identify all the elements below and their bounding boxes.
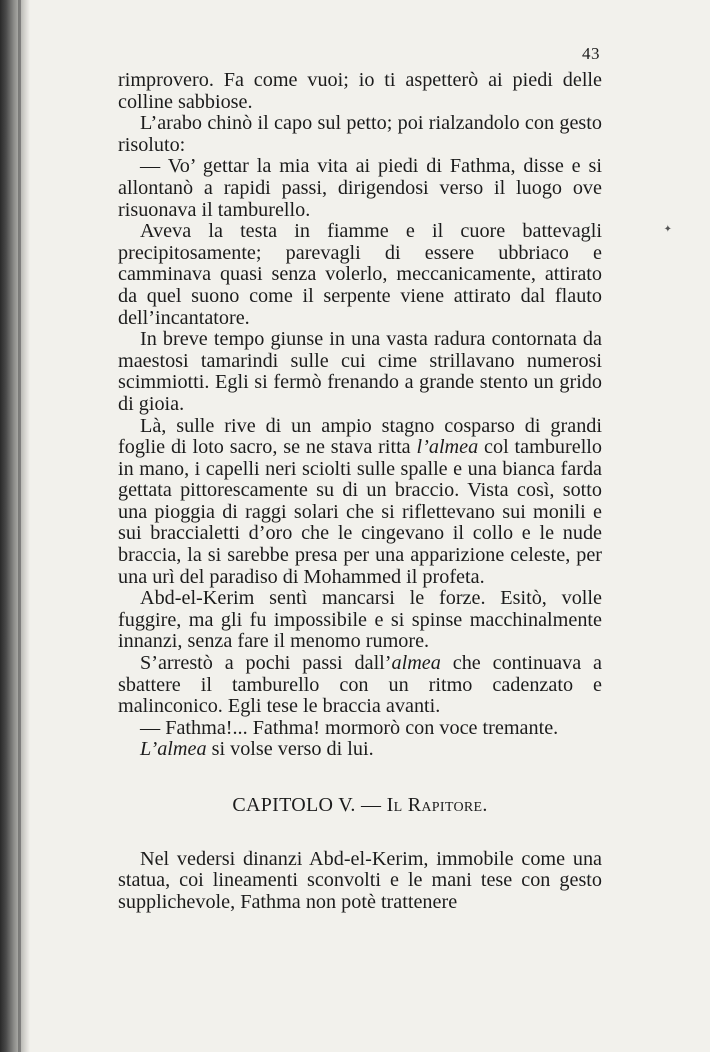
chapter-separator: — <box>361 794 382 816</box>
paragraph-dialogue: — Fathma!... Fathma! mormorò con voce tremante. <box>140 716 559 739</box>
binding-line <box>18 0 21 1052</box>
italic-almea: almea <box>391 652 441 675</box>
paragraph-dialogue: — Vo’ gettar la mia vita ai piedi di Fathma, disse e si allontanò a rapidi passi, dirigendosi verso il luogo ove risuonava il tamburello. <box>118 155 602 221</box>
paragraph: In breve tempo giunse in una vasta radura contornata da maestosi tamarindi sulle cui cime strillavano numerosi scimmiotti. Egli si fermò frenando a grande stento un grido di gioia. <box>118 328 602 415</box>
paragraph-text: si volse verso di lui. <box>211 738 374 761</box>
paragraph <box>118 653 602 718</box>
chapter-title-initial: I <box>386 794 394 816</box>
paragraph: Aveva la testa in fiamme e il cuore battevagli precipitosamente; parevagli di essere ubbriaco e camminava quasi senza volerlo, meccanicamente, attirato da quel suono come il serpente viene attirato dal flauto dell’incantatore. <box>118 220 602 329</box>
paragraph-continuation: rimprovero. Fa come vuoi; io ti aspetterò ai piedi delle colline sabbiose. <box>118 69 602 113</box>
chapter-heading <box>118 795 602 817</box>
paragraph-text: S’arrestò a pochi passi dall’ <box>140 652 392 675</box>
chapter-title: l Rapitore. <box>393 794 488 816</box>
page-text <box>118 70 602 913</box>
paragraph <box>118 416 602 589</box>
paragraph: L’arabo chinò il capo sul petto; poi rialzandolo con gesto risoluto: <box>118 112 602 156</box>
paragraph: Abd-el-Kerim sentì mancarsi le forze. Esitò, volle fuggire, ma gli fu impossibile e si spinse macchinalmente innanzi, senza fare il menomo rumore. <box>118 587 602 653</box>
italic-almea: l’almea <box>416 436 479 459</box>
chapter-label: CAPITOLO V. <box>232 794 356 816</box>
paragraph-text: che continuava a sbattere il tamburello con un ritmo cadenzato e malinconico. Egli tese le braccia avanti. <box>118 652 603 718</box>
paragraph-text: Là, sulle rive di un ampio stagno cosparso di grandi foglie di loto sacro, se ne stava ritta <box>118 414 602 459</box>
binding-edge <box>0 0 30 1052</box>
italic-almea: L’almea <box>140 738 207 761</box>
paragraph-text: col tamburello in mano, i capelli neri sciolti sulle spalle e una bianca farda gettata pittorescamente su di un braccio. Vista così, sotto una pioggia di raggi solari che si riflettevano sui monili e sui braccialetti d’oro che le cingevano il collo e le nude braccia, la si sarebbe presa per una apparizione celeste, per una urì del paradiso di Mohammed il profeta. <box>118 436 603 588</box>
paragraph <box>118 739 602 761</box>
paragraph: Nel vedersi dinanzi Abd-el-Kerim, immobile come una statua, coi lineamenti sconvolti e le mani tese con gesto supplichevole, Fathma non potè trattenere <box>118 847 602 913</box>
edge-mark: ✦ <box>663 224 672 235</box>
page-number: 43 <box>582 44 600 63</box>
